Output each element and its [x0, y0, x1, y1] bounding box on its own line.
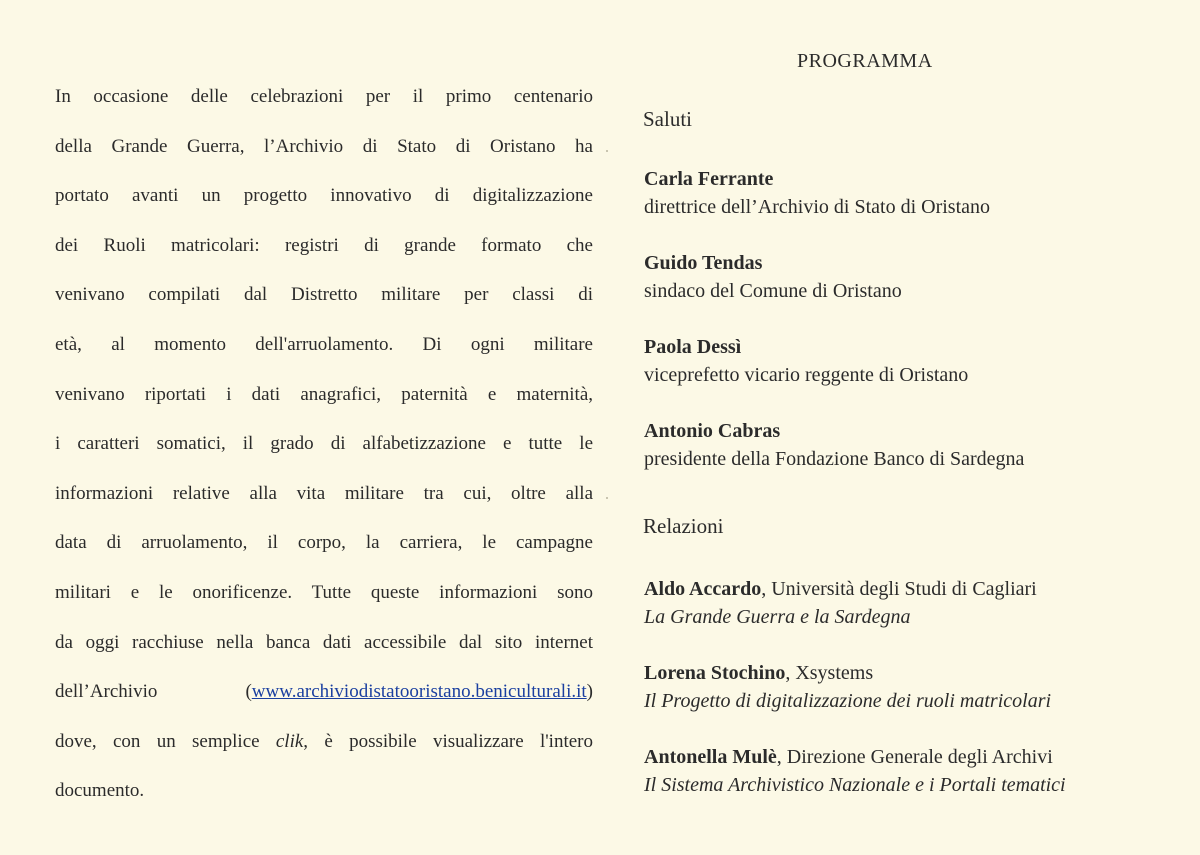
clik-prefix: dove, con un semplice — [55, 730, 276, 752]
intro-line: portato avanti un progetto innovativo di digitalizzazione — [55, 185, 593, 207]
link-prefix: dell’Archivio ( — [55, 681, 252, 703]
archive-website-link[interactable]: www.archiviodistatooristano.beniculturali.it — [251, 681, 587, 703]
clik-suffix: , è possibile visualizzare l'intero — [303, 730, 593, 752]
saluti-speaker — [644, 249, 902, 305]
intro-line: data di arruolamento, il corpo, la carriera, le campagne — [55, 532, 593, 554]
intro-line: dei Ruoli matricolari: registri di grande formato che — [55, 234, 593, 256]
clik-word: clik — [275, 730, 304, 752]
speaker-name: Carla Ferrante — [644, 168, 774, 190]
speaker-affiliation: , Xsystems — [785, 662, 874, 684]
speaker-name: Antonella Mulè — [644, 746, 777, 768]
talk-title: Il Sistema Archivistico Nazionale e i Portali tematici — [644, 774, 1066, 796]
link-suffix: ) — [586, 681, 593, 703]
relazioni-speaker — [644, 659, 1051, 715]
speaker-name: Paola Dessì — [644, 336, 742, 358]
relazioni-speaker — [644, 743, 1066, 799]
saluti-heading: Saluti — [643, 107, 693, 131]
speaker-name: Aldo Accardo — [644, 578, 762, 600]
speaker-affiliation: , Università degli Studi di Cagliari — [761, 578, 1037, 600]
intro-paragraph — [55, 78, 593, 822]
intro-line: venivano riportati i dati anagrafici, paternità e maternità, — [55, 383, 593, 405]
speaker-affiliation: , Direzione Generale degli Archivi — [776, 746, 1053, 768]
intro-link-line — [55, 673, 593, 723]
speaker-role: viceprefetto vicario reggente di Oristano — [644, 364, 969, 386]
speaker-name: Antonio Cabras — [644, 420, 781, 442]
intro-line: i caratteri somatici, il grado di alfabetizzazione e tutte le — [55, 433, 593, 455]
intro-line: militari e le onorificenze. Tutte queste informazioni sono — [55, 581, 593, 603]
saluti-speaker — [644, 417, 1024, 473]
speaker-name: Guido Tendas — [644, 252, 763, 274]
speaker-role: direttrice dell’Archivio di Stato di Oristano — [644, 196, 991, 218]
talk-title: La Grande Guerra e la Sardegna — [644, 606, 911, 628]
saluti-speaker — [644, 165, 990, 221]
intro-clik-line — [55, 723, 593, 773]
intro-line: informazioni relative alla vita militare tra cui, oltre alla — [55, 482, 593, 504]
edge-mark — [606, 497, 608, 499]
talk-title: Il Progetto di digitalizzazione dei ruoli matricolari — [644, 690, 1052, 712]
edge-mark — [606, 150, 608, 152]
intro-last-line: documento. — [55, 780, 145, 802]
intro-line: venivano compilati dal Distretto militare per classi di — [55, 284, 593, 306]
speaker-name: Lorena Stochino — [644, 662, 786, 684]
saluti-speaker — [644, 333, 968, 389]
intro-line: della Grande Guerra, l’Archivio di Stato di Oristano ha — [55, 135, 593, 157]
intro-line: età, al momento dell'arruolamento. Di ogni militare — [55, 333, 593, 355]
intro-line: In occasione delle celebrazioni per il primo centenario — [55, 86, 593, 107]
relazioni-heading: Relazioni — [643, 514, 724, 538]
intro-line: da oggi racchiuse nella banca dati accessibile dal sito internet — [55, 631, 593, 653]
programma-title: PROGRAMMA — [797, 50, 933, 72]
speaker-role: sindaco del Comune di Oristano — [644, 280, 902, 302]
relazioni-speaker — [644, 575, 1037, 631]
speaker-role: presidente della Fondazione Banco di Sardegna — [644, 448, 1025, 470]
